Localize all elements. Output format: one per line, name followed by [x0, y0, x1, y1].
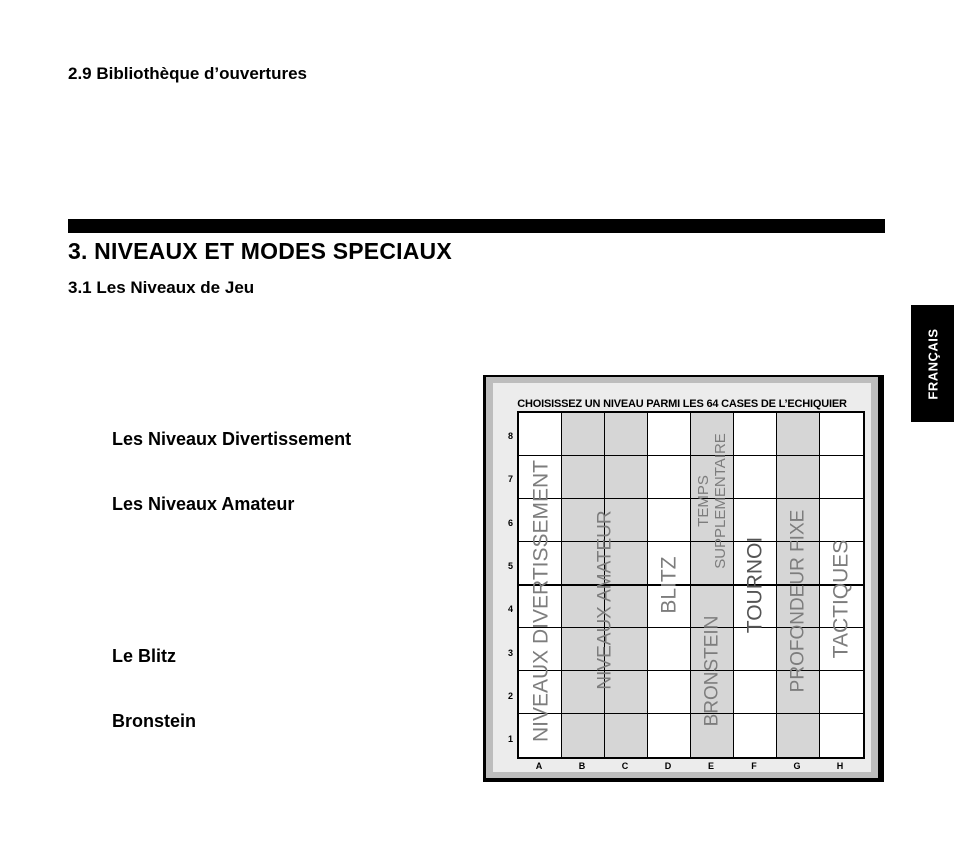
zone-label-divertissement: NIVEAUX DIVERTISSEMENT [529, 459, 553, 743]
zone-label-temps-supplementaire [695, 433, 730, 569]
section-3-heading: 3. NIVEAUX ET MODES SPECIAUX [68, 238, 452, 264]
language-tab [911, 305, 954, 422]
rank-label: 4 [508, 604, 514, 614]
section-divider-bar [68, 219, 885, 233]
rank-label: 7 [508, 474, 514, 484]
section-3-1-heading: 3.1 Les Niveaux de Jeu [68, 278, 255, 297]
grid-hline [519, 455, 863, 456]
level-divertissement-label: Les Niveaux Divertissement [112, 429, 352, 449]
grid-hline [519, 541, 863, 542]
rank-label: 1 [508, 734, 514, 744]
level-bronstein-label: Bronstein [112, 711, 197, 731]
file-label: F [751, 761, 757, 771]
level-board-figure [486, 377, 878, 778]
file-label: D [664, 761, 672, 771]
section-2-9-heading: 2.9 Bibliothèque d’ouvertures [68, 64, 307, 83]
rank-label: 8 [508, 431, 514, 441]
rank-label: 3 [508, 648, 514, 658]
chessboard [517, 411, 865, 759]
zone-label-profondeur-fixe: PROFONDEUR FIXE [787, 509, 809, 693]
file-label: B [578, 761, 586, 771]
grid-hline [519, 670, 863, 671]
file-label: A [535, 761, 543, 771]
file-label: H [836, 761, 844, 771]
figure-caption: CHOISISSEZ UN NIVEAU PARMI LES 64 CASES DE L’ECHIQUIER [517, 398, 847, 410]
zone-label-bronstein: BRONSTEIN [701, 615, 723, 727]
grid-hline [519, 498, 863, 499]
level-blitz-label: Le Blitz [112, 646, 177, 666]
rank-label: 2 [508, 691, 514, 701]
grid-hline [519, 627, 863, 628]
grid-hline [519, 713, 863, 714]
file-label: E [707, 761, 714, 771]
file-label: G [793, 761, 801, 771]
language-tab-label: FRANÇAIS [925, 327, 940, 400]
zone-label-tournoi: TOURNOI [743, 536, 767, 634]
file-label: C [621, 761, 629, 771]
zone-label-temps: TEMPS [694, 475, 712, 527]
zone-label-blitz: BLITZ [657, 556, 681, 614]
rank-label: 5 [508, 561, 514, 571]
zone-label-supplementaire: SUPPLEMENTAIRE [712, 433, 729, 569]
figure-panel [493, 383, 871, 772]
rank-label: 6 [508, 518, 514, 528]
zone-label-tactiques: TACTIQUES [829, 539, 853, 659]
grid-hline-center [519, 584, 863, 586]
zone-label-amateur: NIVEAUX AMATEUR [594, 510, 616, 690]
level-amateur-label: Les Niveaux Amateur [112, 494, 295, 514]
